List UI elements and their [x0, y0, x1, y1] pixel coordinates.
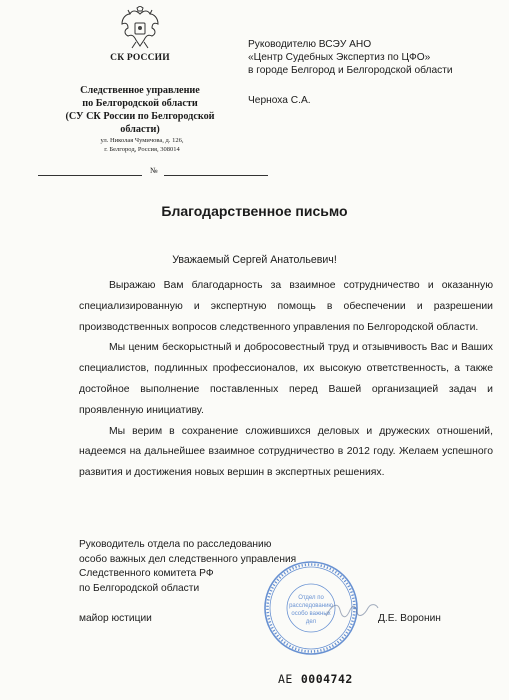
number-blank-line: [164, 175, 268, 176]
addressee-block: [248, 38, 498, 78]
serial-number: [278, 672, 353, 686]
signatory-name: Д.Е. Воронин: [378, 613, 441, 624]
sender-organization: [56, 84, 224, 136]
addressee-line: в городе Белгород и Белгородской области: [248, 65, 453, 77]
body-paragraph: Выражаю Вам благодарность за взаимное сотрудничество и оказанную специализированную и экспертную помощь в обеспечении и разрешении производственных вопросов следственного управления по Белгородской области.: [79, 280, 493, 333]
position-line: Следственного комитета РФ: [79, 568, 214, 579]
sender-org-line: Следственное управление: [80, 85, 200, 96]
reference-line: [38, 167, 268, 177]
body-paragraph: Мы верим в сохранение сложившихся деловых и дружеских отношений, надеемся на дальнейшее взаимное сотрудничество в 2012 году. Желаем успешного развития и достижения новых вершин в экспертных решениях.: [79, 425, 493, 479]
letter-body: [79, 276, 493, 484]
stamp-inner-line: дел: [305, 619, 317, 625]
body-paragraph: Мы ценим бескорыстный и добросовестный труд и отзывчивость Вас и Ваших специалистов, подлинных профессионалов, их высокую ответственность, а также достойное выполнение поставленных перед Вашей организацией задач и проявленную инициативу.: [79, 342, 493, 416]
stamp-inner-line: расследованию: [289, 603, 333, 609]
sender-org-line: области): [120, 124, 160, 135]
greeting: Уважаемый Сергей Анатольевич!: [172, 254, 337, 266]
stamp-inner-line: Отдел по: [298, 595, 324, 601]
sender-address: [92, 137, 192, 154]
handwritten-signature: [322, 596, 382, 626]
address-line: г. Белгород, Россия, 308014: [104, 145, 180, 153]
addressee-line: «Центр Судебных Экспертиз по ЦФО»: [248, 52, 431, 64]
position-line: Руководитель отдела по расследованию: [79, 539, 272, 550]
number-sign: №: [150, 166, 158, 175]
sender-org-line: (СУ СК России по Белгородской: [65, 111, 215, 122]
serial-prefix: АЕ: [278, 672, 293, 686]
position-line: особо важных дел следственного управления: [79, 553, 297, 565]
serial-value: 0004742: [300, 672, 353, 686]
sender-org-line: по Белгородской области: [82, 98, 198, 109]
addressee-line: Руководителю ВСЭУ АНО: [248, 39, 372, 50]
position-line: по Белгородской области: [79, 582, 200, 594]
coat-of-arms-emblem: [118, 6, 162, 52]
addressee-name: Черноха С.А.: [248, 95, 311, 106]
date-blank-line: [38, 175, 142, 176]
address-line: ул. Николая Чумичова, д. 126,: [100, 137, 184, 144]
stamp-inner-line: особо важных: [291, 611, 331, 617]
signatory-rank: майор юстиции: [79, 613, 152, 624]
document-title: Благодарственное письмо: [161, 203, 348, 219]
sender-top-label: СК РОССИИ: [110, 53, 170, 63]
